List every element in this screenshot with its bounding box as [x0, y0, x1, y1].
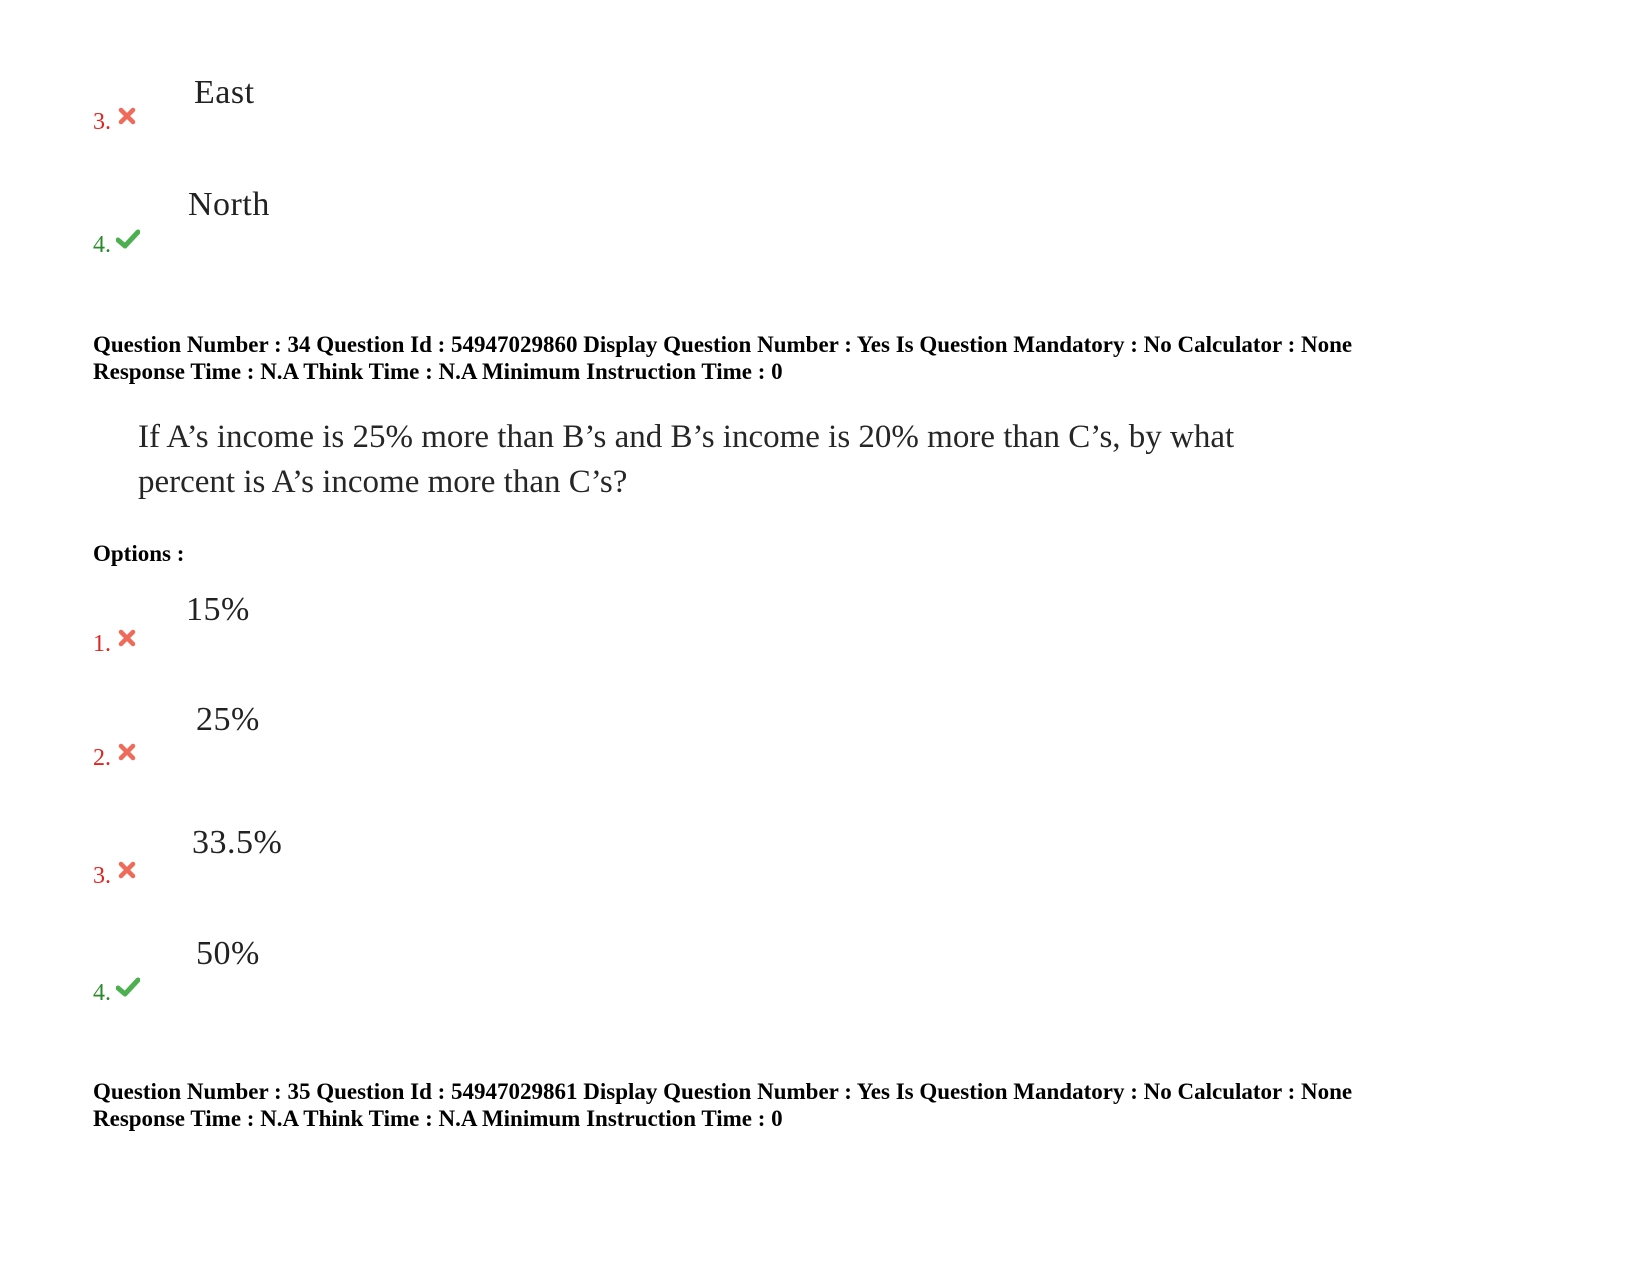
question-header-line2: Response Time : N.A Think Time : N.A Minimum Instruction Time : 0	[93, 359, 783, 384]
option-number: 3.	[93, 863, 111, 889]
cross-icon	[118, 861, 138, 881]
option-text: 25%	[196, 701, 260, 738]
question-text-line1: If A’s income is 25% more than B’s and B’s income is 20% more than C’s, by what	[138, 419, 1235, 455]
option-text: East	[194, 74, 255, 111]
question-header-line2: Response Time : N.A Think Time : N.A Minimum Instruction Time : 0	[93, 1106, 783, 1131]
option-number: 2.	[93, 745, 111, 771]
options-label: Options :	[93, 541, 185, 566]
option-text: 50%	[196, 935, 260, 972]
question-header-line1: Question Number : 34 Question Id : 54947029860 Display Question Number : Yes Is Question Mandatory : No Calculator : None	[93, 332, 1353, 357]
cross-icon	[118, 107, 138, 127]
cross-icon	[118, 629, 138, 649]
question-header-line1: Question Number : 35 Question Id : 54947029861 Display Question Number : Yes Is Question Mandatory : No Calculator : None	[93, 1079, 1353, 1104]
option-number: 3.	[93, 109, 111, 135]
option-text: North	[188, 186, 270, 223]
cross-icon	[118, 743, 138, 763]
option-text: 33.5%	[192, 824, 283, 861]
option-number: 1.	[93, 631, 111, 657]
question-text-line2: percent is A’s income more than C’s?	[138, 464, 628, 500]
option-number: 4.	[93, 232, 111, 258]
check-icon	[116, 977, 136, 997]
option-text: 15%	[186, 591, 250, 628]
option-number: 4.	[93, 980, 111, 1006]
check-icon	[116, 229, 136, 249]
